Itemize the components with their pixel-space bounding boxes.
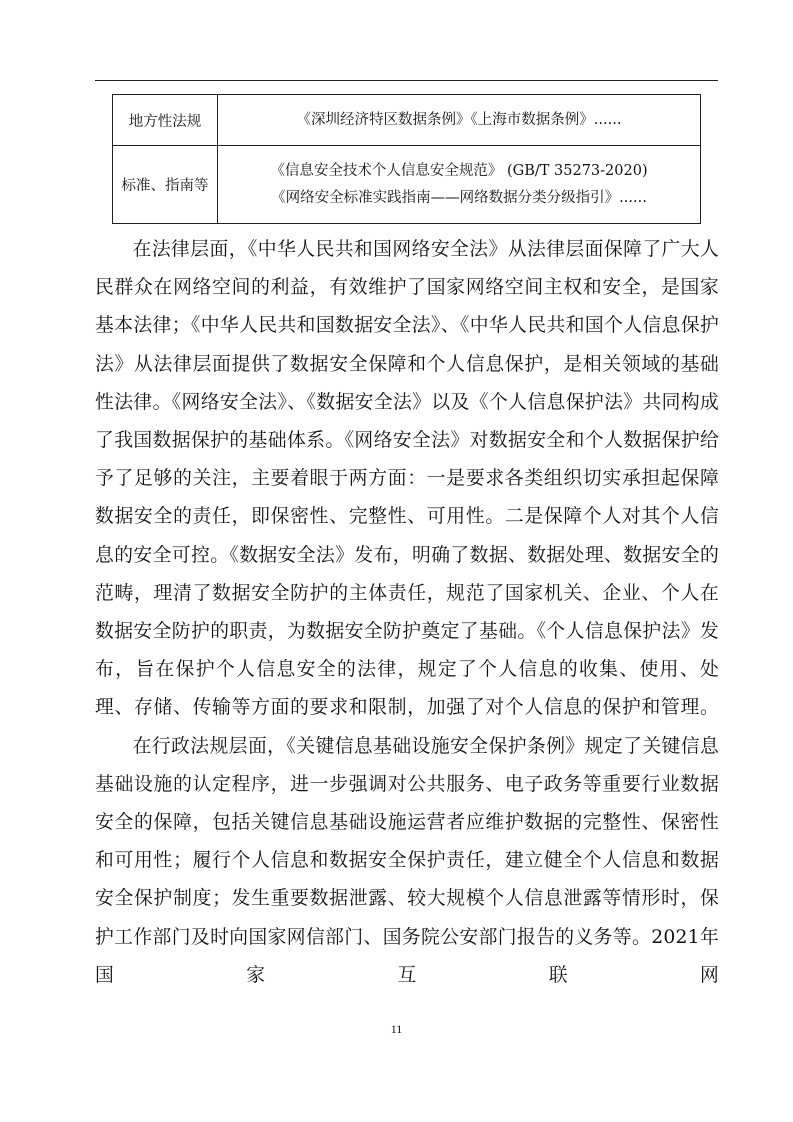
page-number: 11 <box>390 1022 403 1036</box>
header-rule <box>95 80 718 81</box>
table-item-line: 《网络安全标准实践指南——网络数据分类分级指引》...... <box>271 189 647 206</box>
paragraph-legal-level: 在法律层面，《中华人民共和国网络安全法》从法律层面保障了广大人民群众在网络空间的利益，有效维护了国家网络空间主权和安全，是国家基本法律；《中华人民共和国数据安全法》、《中华人民共和国个人信息保护法》从法律层面提供了数据安全保障和个人信息保护，是相关领域的基础性法律。《网络安全法》、《数据安全法》以及《个人信息保护法》共同构成了我国数据保护的基础体系。《网络安全法》对数据安全和个人数据保护给予了足够的关注，主要着眼于两方面：一是要求各类组织切实承担起保障数据安全的责任，即保密性、完整性、可用性。二是保障个人对其个人信息的安全可控。《数据安全法》发布，明确了数据、数据处理、数据安全的范畴，理清了数据安全防护的主体责任，规范了国家机关、企业、个人在数据安全防护的职责，为数据安全防护奠定了基础。《个人信息保护法》发布，旨在保护个人信息安全的法律，规定了个人信息的收集、使用、处理、存储、传输等方面的要求和限制，加强了对个人信息的保护和管理。 <box>95 239 719 719</box>
table-row <box>113 146 701 224</box>
table-category-cell: 地方性法规 <box>113 95 218 146</box>
table-category-cell: 标准、指南等 <box>113 146 218 224</box>
table-items-cell <box>218 146 701 224</box>
regulations-table <box>112 94 701 224</box>
table-items-cell <box>218 95 701 146</box>
table-row <box>113 95 701 146</box>
table-item-line: 《信息安全技术个人信息安全规范》 (GB/T 35273-2020) <box>270 162 648 179</box>
body-text <box>95 231 719 995</box>
paragraph-administrative-level: 在行政法规层面，《关键信息基础设施安全保护条例》规定了关键信息基础设施的认定程序，进一步强调对公共服务、电子政务等重要行业数据安全的保障，包括关键信息基础设施运营者应维护数据的完整性、保密性和可用性；履行个人信息和数据安全保护责任，建立健全个人信息和数据安全保护制度；发生重要数据泄露、较大规模个人信息泄露等情形时，保护工作部门及时向国家网信部门、国务院公安部门报告的义务等。2021年国家互联网 <box>95 735 719 986</box>
table-item-line: 《深圳经济特区数据条例》《上海市数据条例》...... <box>296 111 622 128</box>
